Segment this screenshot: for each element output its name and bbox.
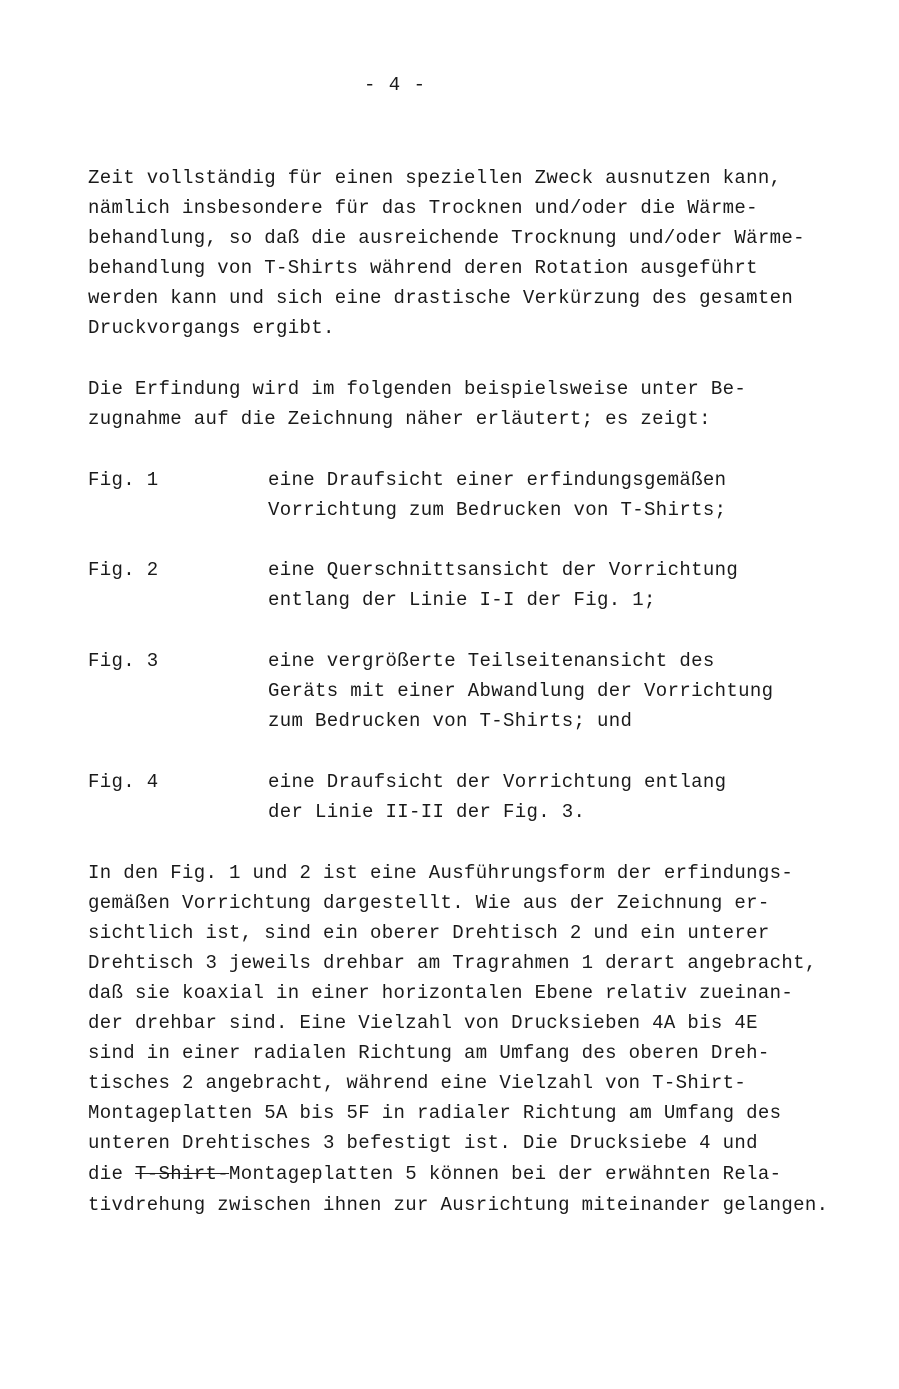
figure-description-line: entlang der Linie I-I der Fig. 1; <box>268 589 656 611</box>
figure-description-line: eine Draufsicht der Vorrichtung entlang <box>268 771 727 793</box>
body-line: tivdrehung zwischen ihnen zur Ausrichtung miteinander gelangen. <box>88 1194 829 1216</box>
figure-label: Fig. 3 <box>88 650 159 672</box>
figures-intro-line: Die Erfindung wird im folgenden beispielsweise unter Be- <box>88 378 747 400</box>
body-line: Montageplatten 5A bis 5F in radialer Richtung am Umfang des <box>88 1102 782 1124</box>
intro-line: werden kann und sich eine drastische Verkürzung des gesamten <box>88 287 794 309</box>
figure-label: Fig. 4 <box>88 771 159 793</box>
body-line: sind in einer radialen Richtung am Umfang des oberen Dreh- <box>88 1042 770 1064</box>
intro-line: nämlich insbesondere für das Trocknen und/oder die Wärme- <box>88 197 758 219</box>
body-line: gemäßen Vorrichtung dargestellt. Wie aus der Zeichnung er- <box>88 892 770 914</box>
body-line: Drehtisch 3 jeweils drehbar am Tragrahmen 1 derart angebracht, <box>88 952 817 974</box>
body-line: der drehbar sind. Eine Vielzahl von Drucksieben 4A bis 4E <box>88 1012 758 1034</box>
intro-line: Druckvorgangs ergibt. <box>88 317 335 339</box>
body-line-with-strikeout <box>88 1162 781 1186</box>
body-line: tisches 2 angebracht, während eine Vielzahl von T-Shirt- <box>88 1072 747 1094</box>
figure-description-line: der Linie II-II der Fig. 3. <box>268 801 586 823</box>
intro-line: Zeit vollständig für einen speziellen Zweck ausnutzen kann, <box>88 167 782 189</box>
struck-out-text: T-Shirt- <box>135 1163 230 1185</box>
figure-description-line: eine Draufsicht einer erfindungsgemäßen <box>268 469 727 491</box>
figure-description-line: eine Querschnittsansicht der Vorrichtung <box>268 559 739 581</box>
figure-label: Fig. 1 <box>88 469 159 491</box>
figure-description-line: Geräts mit einer Abwandlung der Vorrichtung <box>268 680 774 702</box>
intro-line: behandlung, so daß die ausreichende Trocknung und/oder Wärme- <box>88 227 805 249</box>
body-line: daß sie koaxial in einer horizontalen Ebene relativ zueinan- <box>88 982 794 1004</box>
body-line: In den Fig. 1 und 2 ist eine Ausführungsform der erfindungs- <box>88 862 794 884</box>
figure-description-line: eine vergrößerte Teilseitenansicht des <box>268 650 715 672</box>
body-line-suffix: Montageplatten 5 können bei der erwähnten Rela- <box>229 1163 782 1185</box>
figure-label: Fig. 2 <box>88 559 159 581</box>
figures-intro-line: zugnahme auf die Zeichnung näher erläutert; es zeigt: <box>88 408 711 430</box>
body-line-prefix: die <box>88 1163 136 1185</box>
figure-description-line: zum Bedrucken von T-Shirts; und <box>268 710 633 732</box>
figure-description-line: Vorrichtung zum Bedrucken von T-Shirts; <box>268 499 727 521</box>
page-number: - 4 - <box>363 74 426 96</box>
body-line: unteren Drehtisches 3 befestigt ist. Die Drucksiebe 4 und <box>88 1132 758 1154</box>
body-line: sichtlich ist, sind ein oberer Drehtisch 2 und ein unterer <box>88 922 770 944</box>
intro-line: behandlung von T-Shirts während deren Rotation ausgeführt <box>88 257 758 279</box>
